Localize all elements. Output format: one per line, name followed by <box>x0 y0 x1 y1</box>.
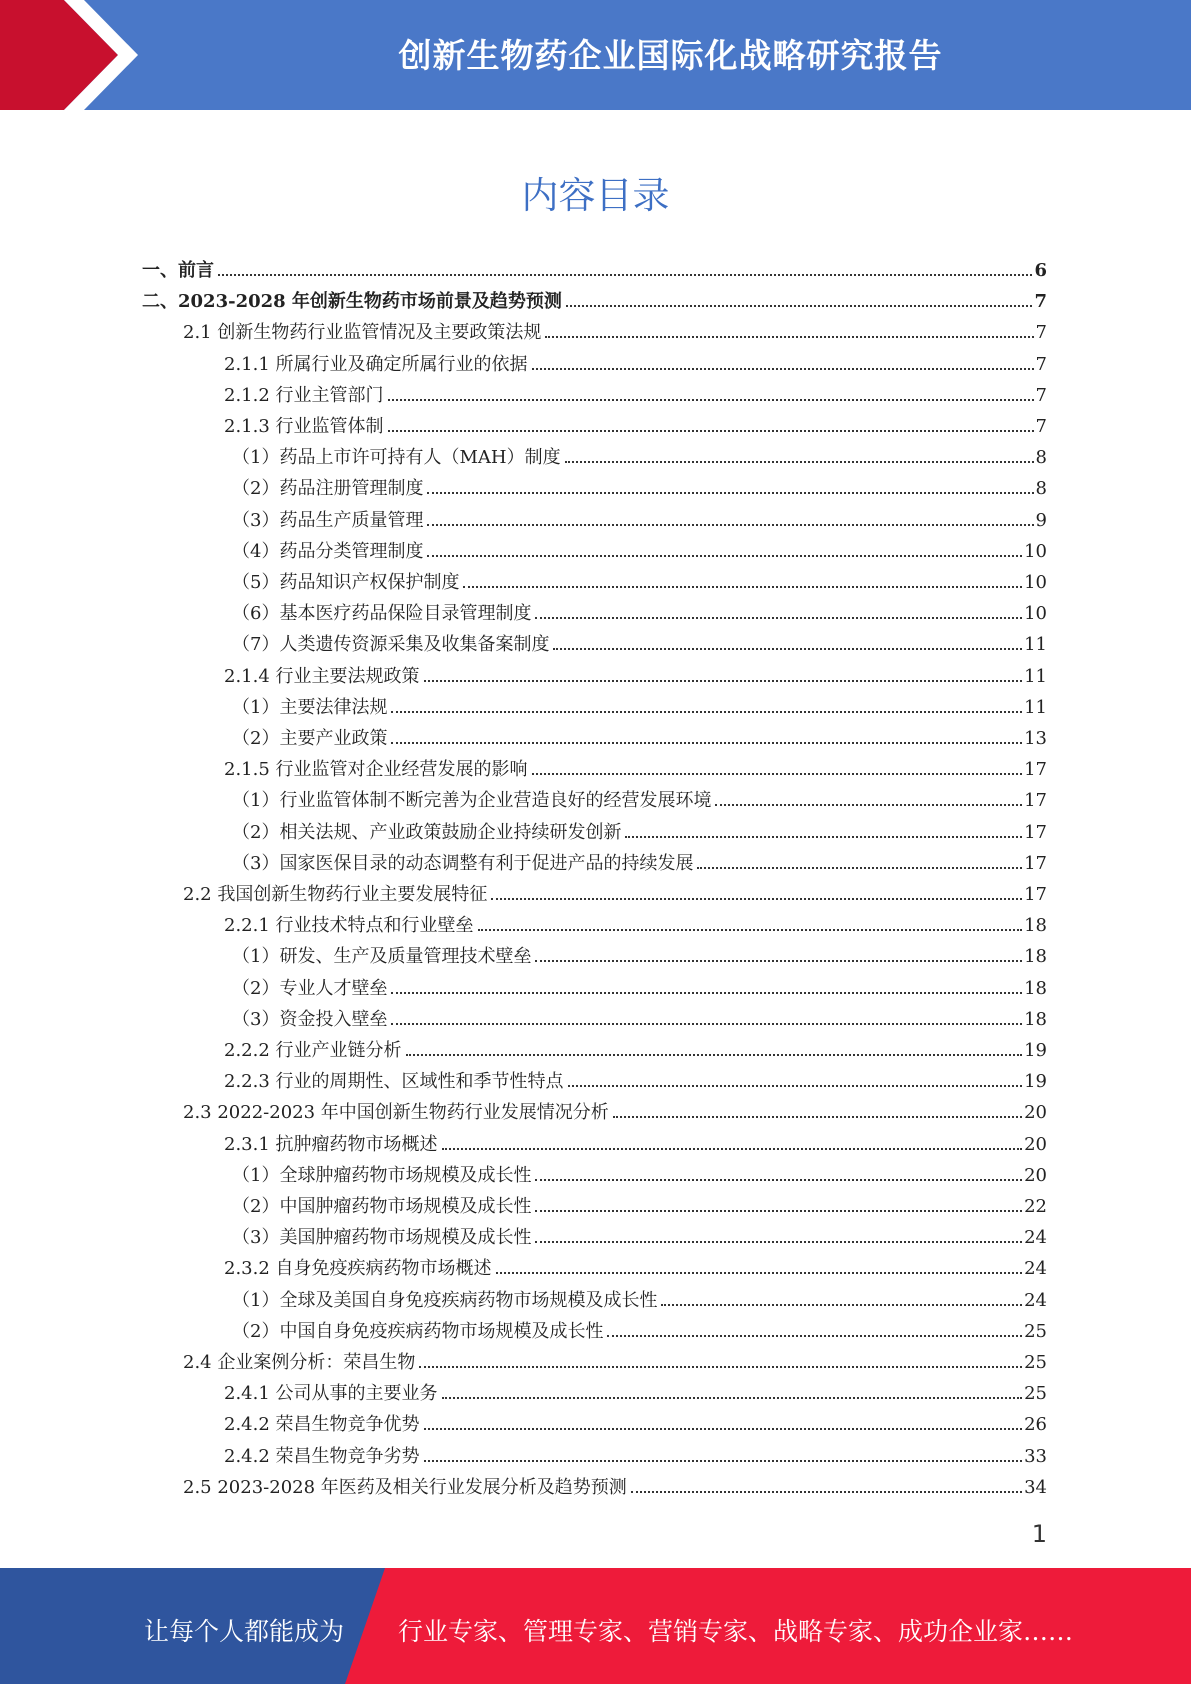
toc-entry-page: 24 <box>1024 1290 1047 1311</box>
toc-entry-page: 7 <box>1035 416 1047 437</box>
toc-entry[interactable] <box>183 1346 1047 1374</box>
toc-entry-label: 2.1 创新生物药行业监管情况及主要政策法规 <box>183 322 542 343</box>
toc-entry-label: （3）药品生产质量管理 <box>232 510 424 531</box>
toc-entry[interactable] <box>232 504 1047 532</box>
toc-entry-page: 17 <box>1024 822 1047 843</box>
toc-entry-page: 18 <box>1024 1009 1047 1030</box>
toc-entry-label: （1）全球及美国自身免疫疾病药物市场规模及成长性 <box>232 1290 658 1311</box>
toc-entry-label: 2.5 2023-2028 年医药及相关行业发展分析及趋势预测 <box>183 1477 627 1498</box>
toc-leader-dots <box>406 1054 1023 1056</box>
toc-entry-label: 2.2.3 行业的周期性、区域性和季节性特点 <box>224 1071 564 1092</box>
toc-entry-page: 10 <box>1024 603 1047 624</box>
toc-leader-dots <box>625 836 1022 838</box>
toc-entry[interactable] <box>232 1159 1047 1187</box>
toc-entry-label: 2.4 企业案例分析：荣昌生物 <box>183 1352 416 1373</box>
toc-entry-label: 2.1.3 行业监管体制 <box>224 416 384 437</box>
toc-entry[interactable] <box>232 628 1047 656</box>
toc-leader-dots <box>715 804 1022 806</box>
toc-entry[interactable] <box>232 847 1047 875</box>
toc-entry-label: （3）资金投入壁垒 <box>232 1009 388 1030</box>
toc-entry-label: （2）主要产业政策 <box>232 728 388 749</box>
toc-entry[interactable] <box>224 909 1047 937</box>
toc-leader-dots <box>535 617 1022 619</box>
toc-entry-page: 10 <box>1024 572 1047 593</box>
toc-entry[interactable] <box>224 1252 1047 1280</box>
toc-leader-dots <box>566 305 1033 307</box>
toc-entry[interactable] <box>232 691 1047 719</box>
toc-leader-dots <box>442 1397 1023 1399</box>
toc-entry-label: （1）研发、生产及质量管理技术壁垒 <box>232 946 532 967</box>
toc-entry[interactable] <box>183 316 1047 344</box>
toc-entry-page: 7 <box>1034 291 1047 312</box>
toc-entry-page: 33 <box>1024 1446 1047 1467</box>
toc-leader-dots <box>463 586 1022 588</box>
toc-entry-label: （2）专业人才壁垒 <box>232 978 388 999</box>
toc-entry-label: （5）药品知识产权保护制度 <box>232 572 460 593</box>
toc-entry[interactable] <box>224 660 1047 688</box>
toc-leader-dots <box>565 461 1034 463</box>
toc-entry[interactable] <box>183 1096 1047 1124</box>
toc-entry[interactable] <box>224 379 1047 407</box>
toc-entry[interactable] <box>224 1440 1047 1468</box>
toc-entry[interactable] <box>232 535 1047 563</box>
page-number: 1 <box>1031 1520 1047 1548</box>
toc-leader-dots <box>424 1428 1023 1430</box>
toc-leader-dots <box>568 1085 1023 1087</box>
toc-entry-page: 11 <box>1024 697 1047 718</box>
toc-entry-label: 2.4.2 荣昌生物竞争劣势 <box>224 1446 420 1467</box>
toc-entry-page: 8 <box>1035 478 1047 499</box>
toc-entry-page: 26 <box>1024 1414 1047 1435</box>
toc-entry-page: 19 <box>1024 1071 1047 1092</box>
footer-slogan-left: 让每个人都能成为 <box>144 1617 345 1646</box>
toc-leader-dots <box>697 867 1022 869</box>
toc-entry-page: 20 <box>1024 1165 1047 1186</box>
toc-entry[interactable] <box>224 348 1047 376</box>
toc-leader-dots <box>419 1366 1022 1368</box>
toc-leader-dots <box>442 1148 1023 1150</box>
toc-entry-page: 7 <box>1035 385 1047 406</box>
toc-entry-label: （1）全球肿瘤药物市场规模及成长性 <box>232 1165 532 1186</box>
toc-leader-dots <box>391 1023 1022 1025</box>
toc-entry[interactable] <box>232 1284 1047 1312</box>
toc-leader-dots <box>661 1304 1022 1306</box>
toc-entry-page: 24 <box>1024 1227 1047 1248</box>
toc-entry[interactable] <box>232 1315 1047 1343</box>
toc-entry-label: 2.2 我国创新生物药行业主要发展特征 <box>183 884 488 905</box>
toc-leader-dots <box>424 1460 1023 1462</box>
toc-entry[interactable] <box>232 940 1047 968</box>
footer-slogan-right: 行业专家、管理专家、营销专家、战略专家、成功企业家…… <box>398 1617 1074 1646</box>
toc-entry[interactable] <box>142 285 1047 313</box>
toc-leader-dots <box>532 773 1023 775</box>
toc-entry-label: 2.1.5 行业监管对企业经营发展的影响 <box>224 759 528 780</box>
toc-leader-dots <box>388 399 1034 401</box>
toc-entry[interactable] <box>232 816 1047 844</box>
toc-entry[interactable] <box>224 1065 1047 1093</box>
toc-leader-dots <box>391 992 1022 994</box>
page-header <box>0 0 1191 110</box>
toc-entry-page: 17 <box>1024 759 1047 780</box>
toc-entry-label: 2.1.4 行业主要法规政策 <box>224 666 420 687</box>
toc-entry-page: 7 <box>1035 322 1047 343</box>
toc-entry[interactable] <box>183 1471 1047 1499</box>
toc-entry-label: （2）中国自身免疫疾病药物市场规模及成长性 <box>232 1321 604 1342</box>
toc-entry-label: （3）美国肿瘤药物市场规模及成长性 <box>232 1227 532 1248</box>
toc-entry-label: 二、2023-2028 年创新生物药市场前景及趋势预测 <box>142 291 562 312</box>
toc-entry[interactable] <box>232 566 1047 594</box>
toc-entry-page: 24 <box>1024 1258 1047 1279</box>
toc-entry-page: 7 <box>1035 354 1047 375</box>
toc-leader-dots <box>478 929 1023 931</box>
toc-entry-label: 2.3.1 抗肿瘤药物市场概述 <box>224 1134 438 1155</box>
toc-leader-dots <box>424 680 1023 682</box>
toc-entry[interactable] <box>142 254 1047 282</box>
toc-entry-page: 20 <box>1024 1102 1047 1123</box>
toc-entry[interactable] <box>224 1377 1047 1405</box>
toc-leader-dots <box>553 648 1022 650</box>
toc-title: 内容目录 <box>521 174 670 217</box>
toc-leader-dots <box>607 1335 1022 1337</box>
toc-entry-page: 22 <box>1024 1196 1047 1217</box>
toc-leader-dots <box>427 524 1033 526</box>
toc-entry-page: 25 <box>1024 1383 1047 1404</box>
toc-leader-dots <box>388 430 1034 432</box>
toc-leader-dots <box>391 742 1022 744</box>
toc-leader-dots <box>496 1272 1023 1274</box>
toc-entry-page: 17 <box>1024 790 1047 811</box>
toc-leader-dots <box>535 1241 1022 1243</box>
toc-entry-page: 18 <box>1024 978 1047 999</box>
toc-leader-dots <box>613 1116 1022 1118</box>
toc-entry-label: （2）相关法规、产业政策鼓励企业持续研发创新 <box>232 822 622 843</box>
toc-entry[interactable] <box>232 472 1047 500</box>
toc-entry[interactable] <box>232 1190 1047 1218</box>
toc-entry-label: 2.4.1 公司从事的主要业务 <box>224 1383 438 1404</box>
toc-leader-dots <box>631 1491 1022 1493</box>
toc-entry[interactable] <box>224 1034 1047 1062</box>
toc-entry-label: （7）人类遗传资源采集及收集备案制度 <box>232 634 550 655</box>
toc-entry-label: （2）药品注册管理制度 <box>232 478 424 499</box>
toc-leader-dots <box>535 960 1022 962</box>
report-title: 创新生物药企业国际化战略研究报告 <box>398 36 943 75</box>
toc-entry[interactable] <box>232 722 1047 750</box>
toc-entry[interactable] <box>232 784 1047 812</box>
toc-entry-label: （1）药品上市许可持有人（MAH）制度 <box>232 447 561 468</box>
toc-entry-page: 19 <box>1024 1040 1047 1061</box>
toc-leader-dots <box>532 368 1034 370</box>
toc-leader-dots <box>218 274 1032 276</box>
toc-entry-label: （2）中国肿瘤药物市场规模及成长性 <box>232 1196 532 1217</box>
toc-entry-page: 25 <box>1024 1352 1047 1373</box>
toc-entry[interactable] <box>232 1221 1047 1249</box>
toc-leader-dots <box>535 1179 1022 1181</box>
toc-entry-label: （6）基本医疗药品保险目录管理制度 <box>232 603 532 624</box>
toc-entry-page: 11 <box>1024 634 1047 655</box>
toc-entry-page: 17 <box>1024 884 1047 905</box>
toc-leader-dots <box>535 1210 1022 1212</box>
toc-entry-page: 9 <box>1035 510 1047 531</box>
toc-entry-label: 2.3 2022-2023 年中国创新生物药行业发展情况分析 <box>183 1102 609 1123</box>
toc-entry[interactable] <box>232 972 1047 1000</box>
toc-entry[interactable] <box>232 441 1047 469</box>
toc-entry-label: 2.2.2 行业产业链分析 <box>224 1040 402 1061</box>
toc-entry-label: 2.3.2 自身免疫疾病药物市场概述 <box>224 1258 492 1279</box>
toc-leader-dots <box>491 898 1022 900</box>
toc-entry-page: 25 <box>1024 1321 1047 1342</box>
toc-leader-dots <box>391 711 1022 713</box>
toc-entry[interactable] <box>224 753 1047 781</box>
toc-entry[interactable] <box>224 1128 1047 1156</box>
toc-entry-label: （1）主要法律法规 <box>232 697 388 718</box>
toc-entry-page: 18 <box>1024 946 1047 967</box>
toc-entry-page: 8 <box>1035 447 1047 468</box>
toc-entry-page: 13 <box>1024 728 1047 749</box>
toc-entry-page: 17 <box>1024 853 1047 874</box>
toc-entry-page: 34 <box>1024 1477 1047 1498</box>
toc-entry-label: （3）国家医保目录的动态调整有利于促进产品的持续发展 <box>232 853 694 874</box>
toc-entry-page: 11 <box>1024 666 1047 687</box>
toc-entry-page: 18 <box>1024 915 1047 936</box>
toc-entry[interactable] <box>232 1003 1047 1031</box>
toc-leader-dots <box>427 555 1022 557</box>
toc-entry-label: 2.4.2 荣昌生物竞争优势 <box>224 1414 420 1435</box>
toc-leader-dots <box>427 492 1033 494</box>
toc-entry-page: 10 <box>1024 541 1047 562</box>
toc-entry[interactable] <box>232 597 1047 625</box>
toc-entry-label: 一、前言 <box>142 260 214 281</box>
toc-entry-label: （4）药品分类管理制度 <box>232 541 424 562</box>
toc-entry[interactable] <box>224 1408 1047 1436</box>
page-footer <box>0 1568 1191 1684</box>
toc-entry-page: 20 <box>1024 1134 1047 1155</box>
toc-entry-label: （1）行业监管体制不断完善为企业营造良好的经营发展环境 <box>232 790 712 811</box>
toc-entry-page: 6 <box>1034 260 1047 281</box>
toc-entry-label: 2.1.1 所属行业及确定所属行业的依据 <box>224 354 528 375</box>
toc-leader-dots <box>545 336 1033 338</box>
toc-entry-label: 2.1.2 行业主管部门 <box>224 385 384 406</box>
toc-entry-label: 2.2.1 行业技术特点和行业壁垒 <box>224 915 474 936</box>
toc-entry[interactable] <box>183 878 1047 906</box>
toc-entry[interactable] <box>224 410 1047 438</box>
